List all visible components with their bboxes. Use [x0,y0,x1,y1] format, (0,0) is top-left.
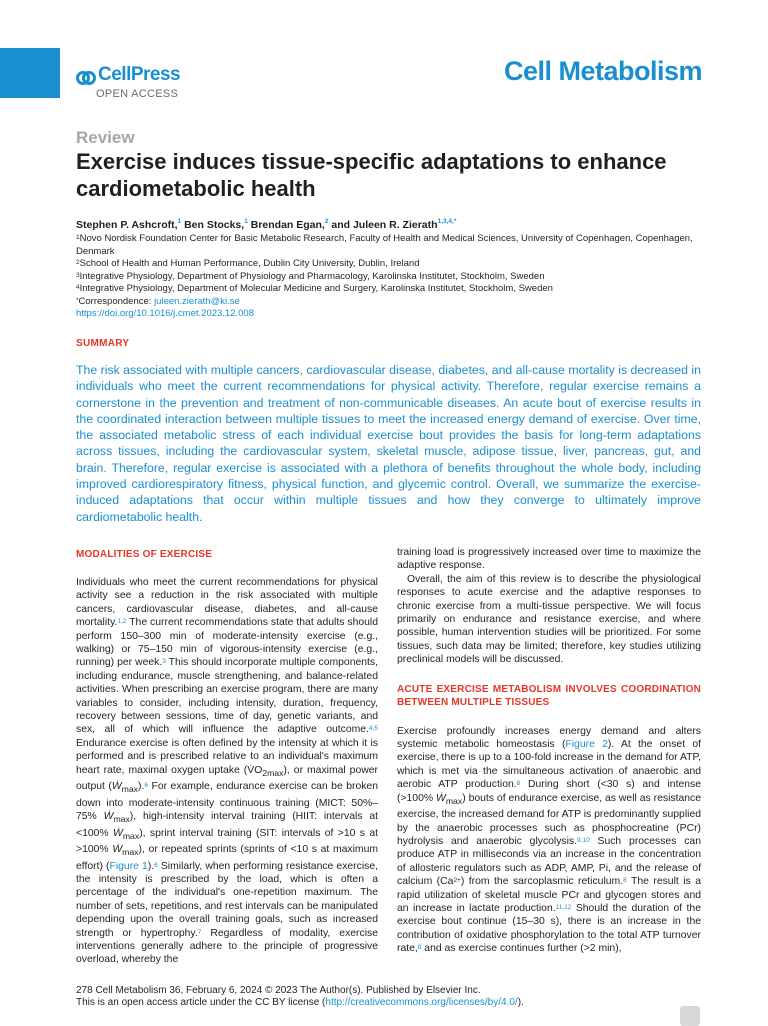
subscript: max [445,795,463,806]
subscript: max [121,784,139,795]
publisher-name: CellPress [98,64,181,85]
body-text: ), or repeated sprints (sprints of <10 s at maximum effort) ( [76,844,379,872]
license-link[interactable]: http://creativecommons.org/licenses/by/4.0/ [325,997,518,1008]
affiliation-item [76,258,696,271]
affiliation-text: Integrative Physiology, Department of Molecular Medicine and Surgery, Karolinska Institutet, Stockholm, Sweden [79,283,553,294]
body-text: ). [138,781,145,793]
power-symbol: Ẇ [103,811,114,823]
affiliation-number: 2 [76,259,80,266]
license-text: ). [517,997,524,1008]
subscript: 2max [262,767,284,778]
summary-heading: SUMMARY [76,338,130,349]
body-text: Regardless of modality, exercise interventions generally adhere to the principle of progressive overload, whereby the [76,927,378,966]
subscript: max [113,814,130,825]
right-column [397,546,701,956]
body-text: ) from the sarcoplasmic reticulum. [460,876,624,888]
citation-link[interactable]: 1,2 [117,618,127,626]
subscript: max [122,847,139,858]
article-title: Exercise induces tissue-specific adaptations to enhance cardiometabolic health [76,149,667,201]
citation-link[interactable]: 3 [162,658,166,666]
body-text: ), high-intensity interval training (HIIT: intervals at <100% [76,811,378,839]
journal-name[interactable]: Cell Metabolism [503,56,702,86]
body-text: Endurance exercise is often defined by the intensity at which it is performed and is prescribed relative to an individual's maximum heart rate, maximal oxygen uptake ( [76,737,378,776]
body-text: and as exercise continues further (>2 min), [421,943,622,955]
left-column [76,548,378,967]
body-text: For example, endurance exercise can be broken down into moderate-intensity continuous training (MICT: 50%–75% [76,781,378,823]
cellpress-logo-icon [76,68,96,88]
body-text: Exercise profoundly increases energy demand and alters systemic metabolic homeostasis ( [397,725,701,751]
page-footer [76,985,701,1009]
affiliations [76,233,696,321]
vo2-symbol: V̇O [247,764,263,776]
body-text: ) bouts of endurance exercise, as well as resistance exercise, the increased demand for ATP is predominantly supplied by the anaerobic processes such as phosphocreatine (PCr) hydrolysis and anaerobic glycolysis. [397,792,701,847]
body-text: The current recommendations state that adults should perform 150–300 min of moderate-intensity exercise (e.g., walking) or 75–150 min of vigorous-intensity exercise (e.g., running) per week. [76,617,378,669]
open-access-label: OPEN ACCESS [96,88,179,100]
author-list [76,219,456,231]
correspondence-marker: * [76,296,79,304]
affiliation-text: Integrative Physiology, Department of Physiology and Pharmacology, Karolinska Institutet, Stockholm, Sweden [79,270,545,282]
body-text: The result is a rapid utilization of skeletal muscle PCr and glycogen stores and an increase in lactate production. [397,876,701,915]
correspondence-label: Correspondence: [78,295,155,307]
body-text: Similarly, when performing resistance exercise, the intensity is prescribed by the load, which is often a percentage of the individual's one-repetition maximum. The number of sets, repetitions, and rest intervals can be manipulated depending upon the overall training goals, such as increased strength or hypertrophy. [76,860,378,939]
article-type: Review [76,128,135,147]
affiliation-item [76,271,696,284]
section-heading-modalities: MODALITIES OF EXERCISE [76,549,213,560]
citation-link[interactable]: 6 [154,861,158,869]
affiliation-ref[interactable]: 1,3,4,* [437,218,457,225]
power-symbol: Ẇ [112,844,123,856]
license-line [76,997,701,1009]
affiliation-item [76,283,696,296]
body-text: ). [147,860,155,872]
summary-text: The risk associated with multiple cancers, cardiovascular disease, diabetes, and all-cause mortality is decreased in individuals who meet the current recommendations for physical activity. Therefore, regular exercise remains a cornerstone in the prevention and treatment of non-communicable diseases. An acute bout of exercise results in the coordinated interaction between multiple tissues to meet the increased energy demand of exercise. Over time, the associated metabolic stress of each individual exercise bout provides the basis for long-term adaptations across tissues, including the cardiovascular system, skeletal muscle, adipose tissue, liver, pancreas, gut, and brain. Therefore, regular exercise is associated with a plethora of benefits throughout the whole body, including improved cardiorespiratory fitness, physical function, and glycemic control. Overall, we summarize the exercise-induced adaptations that occur within multiple tissues and how they converge to ultimately improve cardiometabolic health. [76,363,701,524]
section-heading-acute-exercise: ACUTE EXERCISE METABOLISM INVOLVES COORDINATION BETWEEN MULTIPLE TISSUES [397,683,701,708]
body-text: During short (<30 s) and intense (>100% [397,779,701,804]
citation-link[interactable]: 4,5 [368,725,378,733]
figure-1-link[interactable]: Figure 1 [109,860,148,872]
affiliation-ref[interactable]: 2 [324,218,329,225]
doi-link[interactable]: https://doi.org/10.1016/j.cmet.2023.12.008 [76,308,254,319]
power-symbol: Ẇ [113,827,123,839]
body-paragraph: training load is progressively increased over time to maximize the adaptive response. [397,547,701,572]
citation-link[interactable]: 8 [516,780,521,788]
correspondence [76,296,696,309]
affiliation-number: 3 [76,271,80,279]
power-symbol: Ẇ [111,781,122,793]
check-for-updates-icon[interactable] [680,1006,700,1026]
superscript: 2+ [453,877,461,885]
license-text: This is an open access article under the CC BY license ( [76,997,326,1008]
power-symbol: Ẇ [436,792,446,804]
citation-line: 278 Cell Metabolism 36, February 6, 2024 © 2023 The Author(s). Published by Elsevier Inc. [76,985,481,996]
figure-2-link[interactable]: Figure 2 [565,739,608,751]
citation-link[interactable]: 8 [623,877,627,885]
citation-link[interactable]: 7 [197,928,202,936]
affiliation-number: 4 [76,284,80,291]
affiliation-number: 1 [76,234,80,241]
body-text: Such processes can produce ATP in milliseconds via an increase in the concentration of allosteric regulators such as ADP, AMP, Pi, and the release of calcium (Ca [397,835,701,888]
body-text: ). At the onset of exercise, there is up to a 100-fold increase in the demand for ATP, which is met via the simultaneous activation of anaerobic and aerobic ATP production. [397,739,701,791]
body-text: Individuals who meet the current recommendations for physical activity see a reduction in the risk associated with multiple cancers, cardiovascular disease, diabetes, and all-cause mortality. [76,577,378,629]
body-text: Should the duration of the exercise bout continue (15–30 s), there is an increase in the contribution of oxidative phosphorylation to the total ATP turnover rate, [397,903,701,955]
author[interactable]: Stephen P. Ashcroft, [76,219,178,231]
author[interactable]: Ben Stocks, [181,219,245,231]
subscript: max [122,830,140,841]
affiliation-text: Novo Nordisk Foundation Center for Basic Metabolic Research, Faculty of Health and Medical Sciences, University of Copenhagen, Copenhagen, Denmark [76,233,693,257]
citation-link[interactable]: 8 [417,944,422,952]
author[interactable]: Brendan Egan, [247,219,325,231]
author[interactable]: and Juleen R. Zierath [328,219,438,231]
body-text: ), sprint interval training (SIT: intervals of >10 s at >100% [76,827,379,856]
affiliation-text: School of Health and Human Performance, Dublin City University, Dublin, Ireland [79,258,420,269]
brand-corner-block [0,48,60,98]
body-paragraph [397,725,701,956]
body-text: ), or maximal power output ( [76,764,378,793]
body-paragraph [76,576,378,967]
affiliation-ref[interactable]: 1 [177,218,182,225]
correspondence-email-link[interactable]: juleen.zierath@ki.se [154,295,240,307]
citation-link[interactable]: 11,12 [555,904,572,912]
body-text: This should incorporate multiple components, including endurance, muscle strengthening, and balance-related activities. When prescribing an exercise program, there are many variables to consider, including intensity, duration, frequency, recovery between sessions, time of day, genetic variants, and sex, all of which will influence the adaptive outcome. [76,657,378,736]
affiliation-ref[interactable]: 1 [244,218,248,225]
citation-link[interactable]: 6 [144,782,148,790]
affiliation-item [76,233,696,258]
citation-link[interactable]: 9,10 [577,836,590,844]
body-paragraph: Overall, the aim of this review is to describe the physiological responses to acute exercise and the adaptive responses to chronic exercise from a multi-tissue perspective. We will focus primarily on endurance and resistance exercise, and where possible, human intervention studies will be prioritized. For some tissues, such data may be limited; therefore, key studies utilizing preclinical models will be discussed. [397,573,701,666]
